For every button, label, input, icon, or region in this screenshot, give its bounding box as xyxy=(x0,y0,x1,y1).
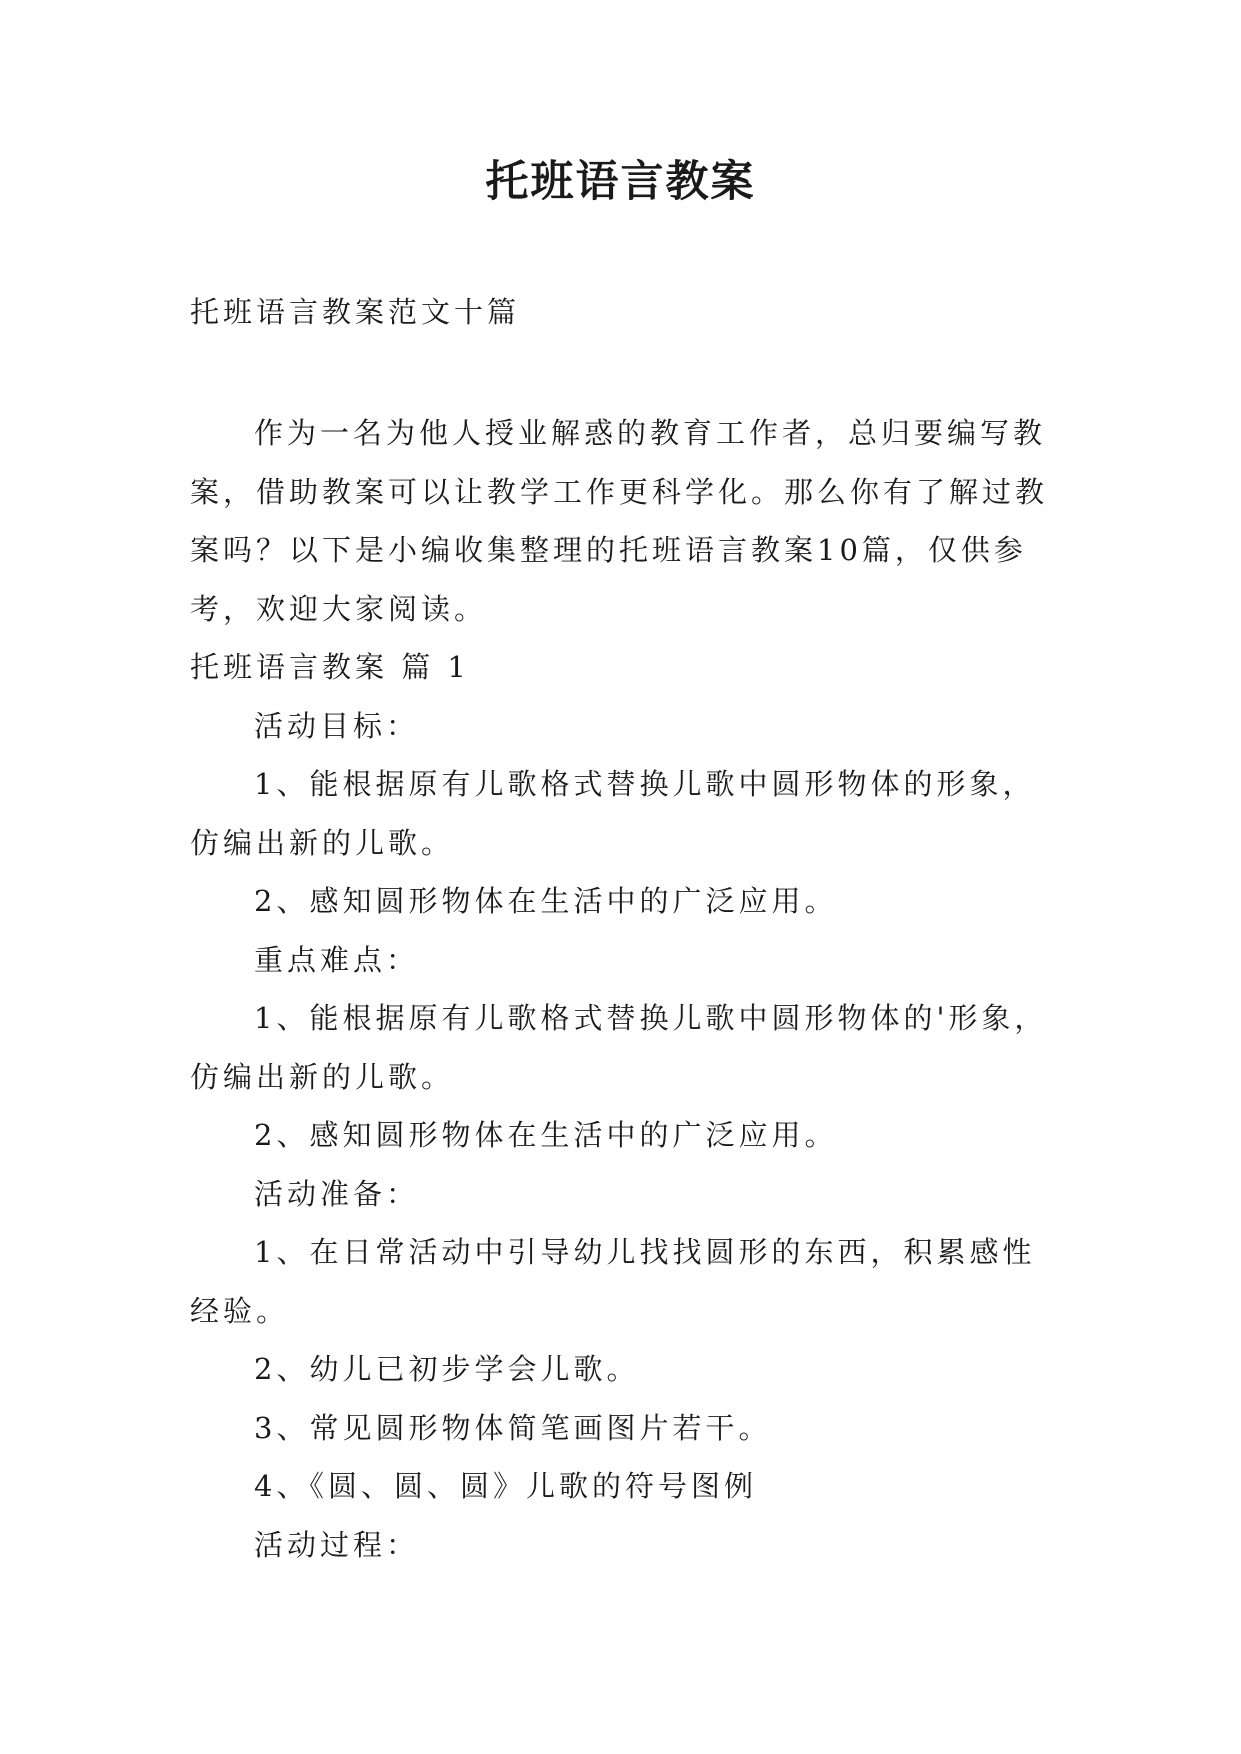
document-subtitle: 托班语言教案范文十篇 xyxy=(190,295,521,329)
paragraph-key-point-2: 2、感知圆形物体在生活中的广泛应用。 xyxy=(254,1118,838,1152)
paragraph-preparation-3: 3、常见圆形物体简笔画图片若干。 xyxy=(254,1410,772,1445)
paragraph-preparation-heading: 活动准备： xyxy=(254,1176,420,1211)
intro-paragraph: 作为一名为他人授业解惑的教育工作者，总归要编写教案，借助教案可以让教学工作更科学化。那么你有了解过教案吗？以下是小编收集整理的托班语言教案10篇，仅供参考，欢迎大家阅读。 xyxy=(190,416,1049,626)
paragraph-process-heading: 活动过程： xyxy=(254,1527,420,1562)
paragraph-goal-2: 2、感知圆形物体在生活中的广泛应用。 xyxy=(254,884,838,918)
paragraph-preparation-1: 1、在日常活动中引导幼儿找找圆形的东西，积累感性经验。 xyxy=(190,1235,1036,1328)
document-body xyxy=(190,404,1060,1574)
paragraph-preparation-2: 2、幼儿已初步学会儿歌。 xyxy=(254,1352,640,1386)
paragraph-key-points-heading: 重点难点： xyxy=(254,942,420,977)
paragraph-goals-heading: 活动目标： xyxy=(254,708,420,743)
document-title: 托班语言教案 xyxy=(485,157,756,207)
paragraph-key-point-1: 1、能根据原有儿歌格式替换儿歌中圆形物体的'形象，仿编出新的儿歌。 xyxy=(190,1001,1048,1094)
paragraph-preparation-4: 4、《圆、圆、圆》儿歌的符号图例 xyxy=(254,1469,757,1503)
paragraph-goal-1: 1、能根据原有儿歌格式替换儿歌中圆形物体的形象，仿编出新的儿歌。 xyxy=(190,767,1036,860)
section-heading: 托班语言教案 篇 1 xyxy=(190,650,470,684)
